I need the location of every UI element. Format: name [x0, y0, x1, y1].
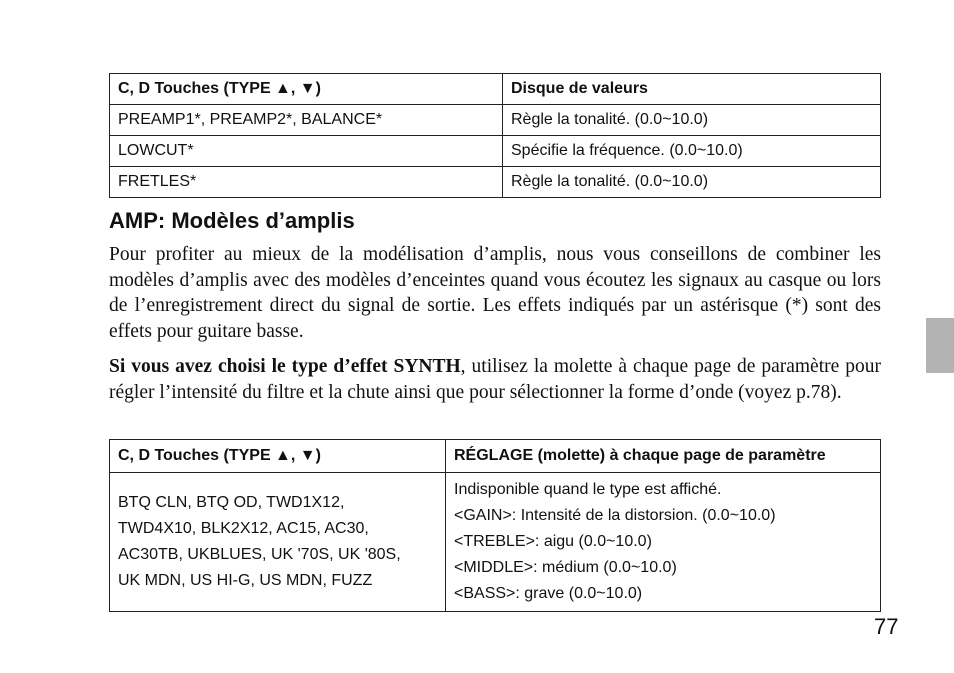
section-heading: AMP: Modèles d’amplis: [109, 208, 355, 233]
amp-models-line: AC30TB, UKBLUES, UK '70S, UK '80S,: [118, 546, 401, 563]
parameter-table-2: [109, 439, 881, 612]
table-cell: Spécifie la fréquence. (0.0~10.0): [503, 136, 881, 167]
amp-models-line: BTQ CLN, BTQ OD, TWD1X12,: [118, 494, 345, 511]
table-row: [110, 167, 881, 198]
table-row: [110, 136, 881, 167]
table-cell: Règle la tonalité. (0.0~10.0): [503, 167, 881, 198]
page-number: 77: [874, 614, 899, 639]
column-header-keys: C, D Touches (TYPE ▲, ▼): [110, 440, 446, 473]
table-cell: Règle la tonalité. (0.0~10.0): [503, 105, 881, 136]
table-row: [110, 473, 881, 612]
parameter-table-1: [109, 73, 881, 198]
setting-line: <MIDDLE>: médium (0.0~10.0): [454, 559, 677, 576]
synth-paragraph: [109, 354, 881, 405]
amp-models-line: TWD4X10, BLK2X12, AC15, AC30,: [118, 520, 369, 537]
setting-line: <TREBLE>: aigu (0.0~10.0): [454, 533, 652, 550]
synth-paragraph-bold: Si vous avez choisi le type d’effet SYNTH: [109, 356, 461, 377]
table-cell: LOWCUT*: [110, 136, 503, 167]
table-row: [110, 105, 881, 136]
column-header-values: Disque de valeurs: [503, 74, 881, 105]
setting-line: Indisponible quand le type est affiché.: [454, 481, 722, 498]
intro-paragraph: Pour profiter au mieux de la modélisation d’amplis, nous vous conseillons de combiner les modèles d’amplis avec des modèles d’enceintes quand vous écoutez les signaux au casque ou lors de l’enregistrement direct du signal de sortie. Les effets indiqués par un astérisque (*) sont des effets pour guitare basse.: [109, 244, 881, 342]
setting-line: <GAIN>: Intensité de la distorsion. (0.0~10.0): [454, 507, 776, 524]
column-header-setting: RÉGLAGE (molette) à chaque page de paramètre: [446, 440, 881, 473]
table-header-row: [110, 74, 881, 105]
amp-models-line: UK MDN, US HI-G, US MDN, FUZZ: [118, 572, 373, 589]
section-edge-tab: [926, 318, 954, 373]
table-cell: PREAMP1*, PREAMP2*, BALANCE*: [110, 105, 503, 136]
setting-line: <BASS>: grave (0.0~10.0): [454, 585, 643, 602]
synth-paragraph-rest: , utilisez la molette à chaque page de paramètre pour régler l’intensité du filtre et la chute ainsi que pour sélectionner la forme d’onde (voyez p.78).: [109, 356, 881, 403]
table-cell: FRETLES*: [110, 167, 503, 198]
table-header-row: [110, 440, 881, 473]
amp-models-cell: [110, 473, 446, 612]
settings-cell: [446, 473, 881, 612]
column-header-keys: C, D Touches (TYPE ▲, ▼): [110, 74, 503, 105]
